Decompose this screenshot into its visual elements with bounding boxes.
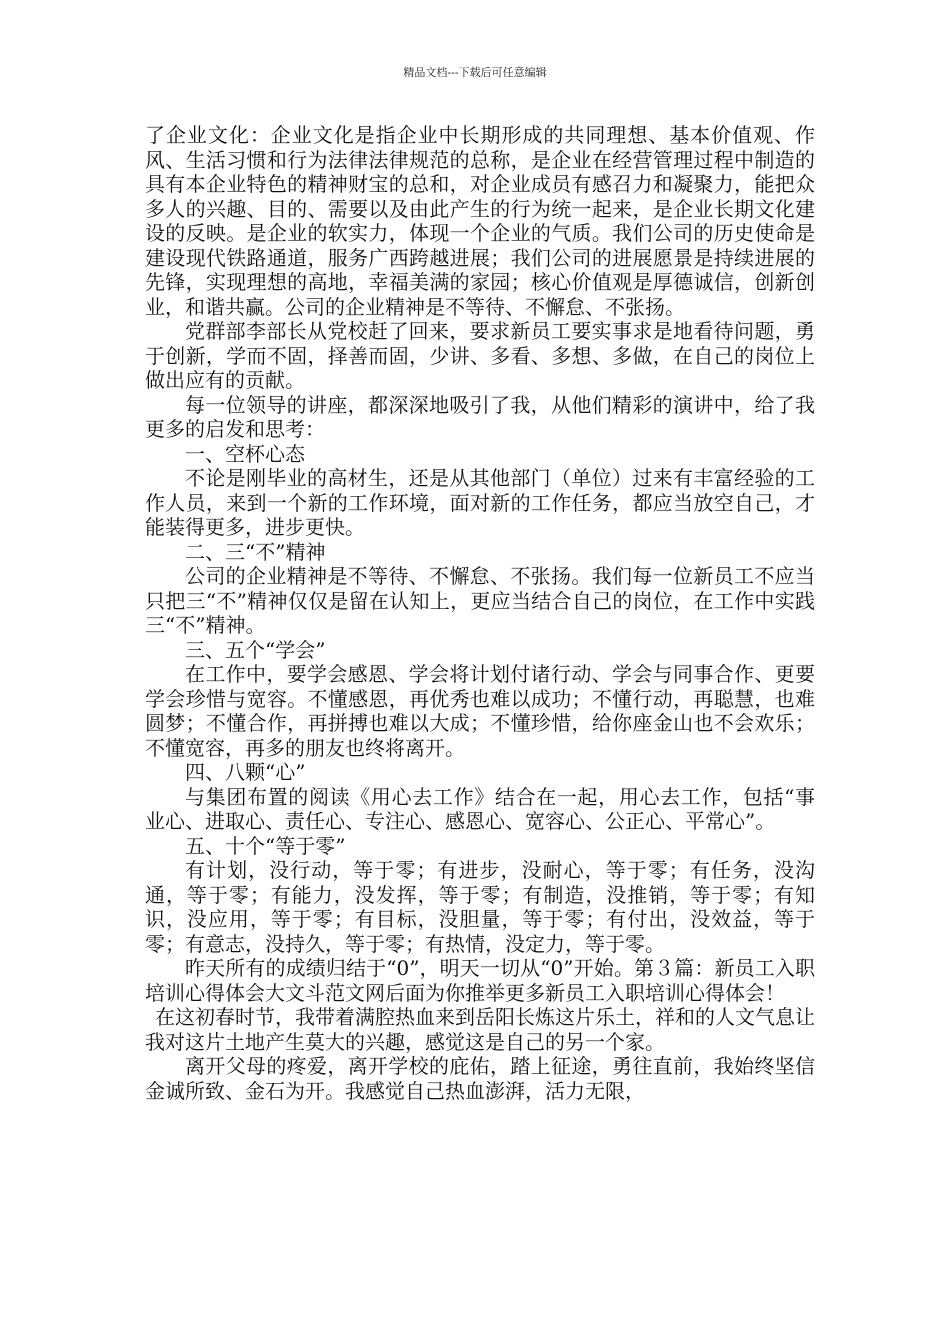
paragraph-leader-lectures: 每一位领导的讲座，都深深地吸引了我，从他们精彩的演讲中，给了我更多的启发和思考： [145, 392, 815, 441]
paragraph-ten-zeros: 有计划，没行动，等于零；有进步，没耐心，等于零；有任务，没沟通，等于零；有能力，没发挥，等于零；有制造，没推销，等于零；有知识，没应用，等于零；有目标，没胆量，等于零；有付出，没效益，等于零；有意志，没持久，等于零；有热情，没定力，等于零。 [145, 858, 815, 956]
paragraph-five-learn: 在工作中，要学会感恩、学会将计划付诸行动、学会与同事合作、更要学会珍惜与宽容。不懂感恩，再优秀也难以成功；不懂行动，再聪慧，也难圆梦；不懂合作，再拼搏也难以大成；不懂珍惜，给你座金山也不会欢乐；不懂宽容，再多的朋友也终将离开。 [145, 662, 815, 760]
heading-empty-cup: 一、空杯心态 [185, 441, 305, 466]
heading-ten-zeros: 五、十个“等于零” [185, 833, 346, 858]
paragraph-leaving-parents: 离开父母的疼爱，离开学校的庇佑，踏上征途，勇往直前，我始终坚信金诚所致、金石为开。我感觉自己热血澎湃，活力无限， [145, 1054, 815, 1103]
paragraph-three-no-spirit: 公司的企业精神是不等待、不懈怠、不张扬。我们每一位新员工不应当只把三“不”精神仅仅是留在认知上，更应当结合自己的岗位，在工作中实践三“不”精神。 [145, 564, 815, 637]
document-body [145, 123, 815, 1103]
heading-three-no-spirit: 二、三“不”精神 [185, 539, 326, 564]
page-header: 精品文档---下载后可任意编辑 [403, 66, 547, 79]
paragraph-empty-cup: 不论是刚毕业的高材生，还是从其他部门（单位）过来有丰富经验的工作人员，来到一个新的工作环境，面对新的工作任务，都应当放空自己，才能装得更多，进步更快。 [145, 466, 815, 539]
paragraph-eight-hearts: 与集团布置的阅读《用心去工作》结合在一起，用心去工作，包括“事业心、进取心、责任心、专注心、感恩心、宽容心、公正心、平常心”。 [145, 784, 815, 833]
heading-eight-hearts: 四、八颗“心” [185, 760, 306, 784]
paragraph-corporate-culture: 了企业文化：企业文化是指企业中长期形成的共同理想、基本价值观、作风、生活习惯和行为法律法律规范的总称，是企业在经营管理过程中制造的具有本企业特色的精神财宝的总和，对企业成员有感召力和凝聚力，能把众多人的兴趣、目的、需要以及由此产生的行为统一起来，是企业长期文化建设的反映。是企业的软实力，体现一个企业的气质。我们公司的历史使命是建设现代铁路通道，服务广西跨越进展；我们公司的进展愿景是持续进展的先锋，实现理想的高地，幸福美满的家园；核心价值观是厚德诚信，创新创业，和谐共赢。公司的企业精神是不等待、不懈怠、不张扬。 [145, 123, 815, 319]
paragraph-early-spring: 在这初春时节，我带着满腔热血来到岳阳长炼这片乐土，祥和的人文气息让我对这片土地产生莫大的兴趣，感觉这是自己的另一个家。 [145, 1005, 815, 1054]
paragraph-party-minister: 党群部李部长从党校赶了回来，要求新员工要实事求是地看待问题，勇于创新，学而不固，择善而固，少讲、多看、多想、多做，在自己的岗位上做出应有的贡献。 [145, 319, 815, 392]
paragraph-start-from-zero: 昨天所有的成绩归结于“0”，明天一切从“0”开始。第３篇：新员工入职培训心得体会大文斗范文网后面为你推举更多新员工入职培训心得体会！ [145, 956, 815, 1005]
heading-five-learn: 三、五个“学会” [185, 637, 326, 662]
